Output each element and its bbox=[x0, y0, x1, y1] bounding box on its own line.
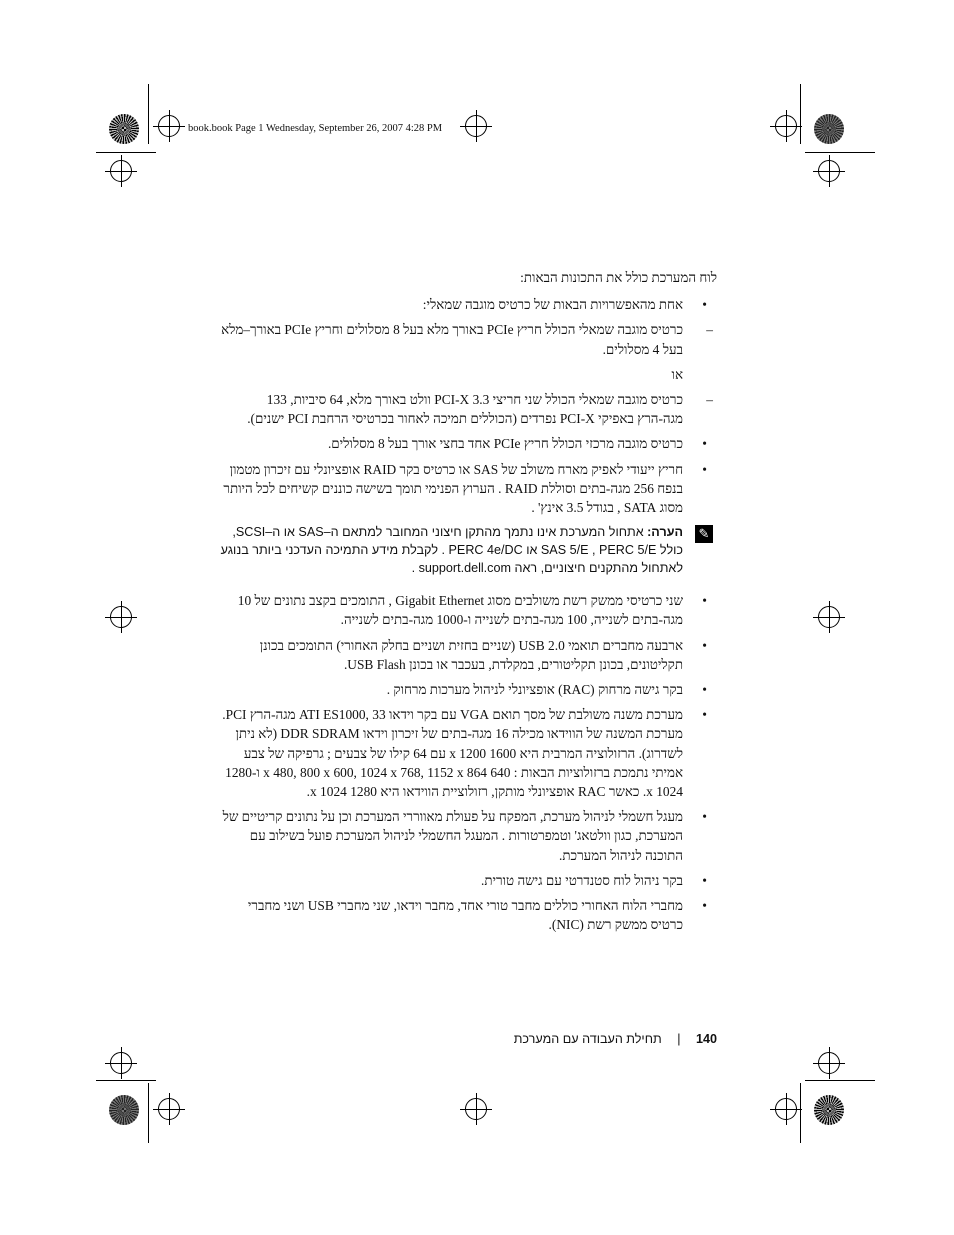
list-item: • בקר גישה מרחוק (RAC) אופציונלי לניהול מערכות מרחוק . bbox=[220, 680, 717, 699]
note-pencil-icon: ✎ bbox=[695, 525, 713, 543]
crop-line bbox=[805, 152, 875, 153]
list-item: • בקר ניהול לוח סטנדרטי עם גישה טורית. bbox=[220, 871, 717, 890]
color-registration-icon bbox=[109, 1095, 139, 1125]
riser-options bbox=[220, 320, 713, 428]
bullet-icon: • bbox=[702, 297, 707, 313]
bullet-icon: • bbox=[702, 637, 707, 653]
crop-line bbox=[805, 1080, 875, 1081]
dash-icon: – bbox=[706, 392, 713, 408]
crop-line bbox=[800, 84, 801, 144]
registration-mark-icon bbox=[818, 160, 840, 182]
feature-list bbox=[220, 295, 717, 517]
dash-icon: – bbox=[706, 322, 713, 338]
list-item: • שני כרטיסי ממשק רשת משולבים מסוג Gigabit Ethernet , התומכים בקצב נתונים של 10 מגה-בתים לשנייה, 100 מגה-בתים לשנייה ו-1000 מגה-בתים לשנייה. bbox=[237, 593, 707, 628]
list-item: • מעגל חשמלי לניהול מערכת, המפקח על פעולת מאווררי המערכת וכן על נתונים קריטיים של המערכת, כגון וולטאג' וטמפרטורות . המעגל החשמלי לניהול המערכת פועל בשילוב עם התוכנה לניהול המערכת. bbox=[222, 809, 707, 863]
bullet-icon: • bbox=[702, 707, 707, 723]
note-text: אתחול המערכת אינו נתמך מהתקן חיצוני המחובר למתאם ה–SAS או ה–SCSI, כולל SAS 5/E , PERC 5/E או PERC 4e/DC . לקבלת מידע התמיכה העדכני ביותר בנוגע לאתחול מהתקנים חיצוניים, ראה support.dell.com . bbox=[220, 525, 683, 576]
crop-line bbox=[96, 152, 156, 153]
registration-mark-icon bbox=[110, 606, 132, 628]
list-item: • אחת מהאפשרויות הבאות של כרטיס מוגבה שמאלי: – כרטיס מוגבה שמאלי הכולל חריץ PCIe באורך מלא בעל 8 מסלולים וחריץ PCIe באורך–מלא בעל 4 מסלולים. או – כרטיס מוגבה שמאלי הכולל שני חריצי PCI-X 3.3 וולט באורך מלא, 64 סיביות, 133 מגה-הרץ באפיקי PCI-X נפרדים (הכוללים תמיכה לאחור בכרטיסי הרחבת PCI ישנים). bbox=[220, 295, 717, 428]
intro-text: לוח המערכת כולל את התכונות הבאות: bbox=[520, 270, 717, 285]
registration-mark-icon bbox=[465, 1098, 487, 1120]
sub-list-item: – כרטיס מוגבה שמאלי הכולל שני חריצי PCI-X 3.3 וולט באורך מלא, 64 סיביות, 133 מגה-הרץ באפיקי PCI-X נפרדים (הכוללים תמיכה לאחור בכרטיסי הרחבת PCI ישנים). bbox=[247, 392, 713, 427]
bullet-icon: • bbox=[702, 461, 707, 477]
registration-mark-icon bbox=[775, 1098, 797, 1120]
chapter-title: תחילת העבודה עם המערכת bbox=[513, 1032, 662, 1046]
registration-mark-icon bbox=[775, 115, 797, 137]
sub-list-item: – כרטיס מוגבה שמאלי הכולל חריץ PCIe באורך מלא בעל 8 מסלולים וחריץ PCIe באורך–מלא בעל 4 מסלולים. bbox=[221, 322, 713, 357]
print-header: book.book Page 1 Wednesday, September 26, 2007 4:28 PM bbox=[188, 123, 443, 134]
crop-line bbox=[96, 1080, 156, 1081]
bullet-icon: • bbox=[702, 436, 707, 452]
color-registration-icon bbox=[109, 114, 139, 144]
page-body bbox=[220, 268, 717, 940]
bullet-icon: • bbox=[702, 682, 707, 698]
note-box bbox=[220, 523, 717, 577]
list-item: • מערכת משנה משולבת של מסך תואם VGA עם בקר וידאו ATI ES1000, 33 מגה-הרץ PCI. מערכת המשנה של הווידאו מכילה 16 מגה-בתים של זיכרון וידאו DDR SDRAM (לא ניתן לשדרוג). הרזולוציה המרבית היא 1600 x 1200 עם 64 קילו של צבעים ; גרפיקה של צבע אמיתי נתמכת ברזולוציות הבאות : 640 x 480, 800 x 600, 1024 x 768, 1152 x 864 ו-1280 x 1024. כאשר RAC אופציונלי מותקן, רזולוציית הווידאו היא 1280 x 1024. bbox=[222, 707, 707, 800]
page-number: 140 bbox=[695, 1032, 717, 1046]
list-item: • כרטיס מוגבה מרכזי הכולל חריץ PCIe אחד בחצי אורך בעל 8 מסלולים. bbox=[220, 434, 717, 453]
list-item: • חריץ ייעודי לאפיק מארח משולב של SAS או כרטיס בקר RAID אופציונלי עם זיכרון מטמון בנפח 256 מגה-בתים וסוללת RAID . הערוץ הפנימי תומך בשישה כוננים קשיחים לכל היותר מסוג SATA , בגודל 3.5 אינץ' . bbox=[223, 461, 707, 516]
crop-line bbox=[148, 1083, 149, 1143]
list-item: • מחברי הלוח האחורי כוללים מחבר טורי אחד, מחבר וידאו, שני מחברי USB ושני מחברי כרטיס ממשק רשת (NIC). bbox=[247, 898, 707, 933]
registration-mark-icon bbox=[818, 606, 840, 628]
registration-mark-icon bbox=[158, 115, 180, 137]
color-registration-icon bbox=[814, 114, 844, 144]
registration-mark-icon bbox=[110, 160, 132, 182]
registration-mark-icon bbox=[110, 1052, 132, 1074]
bullet-icon: • bbox=[702, 872, 707, 888]
footer-separator: | bbox=[677, 1032, 681, 1046]
registration-mark-icon bbox=[818, 1052, 840, 1074]
bullet-icon: • bbox=[702, 809, 707, 825]
color-registration-icon bbox=[814, 1095, 844, 1125]
crop-line bbox=[800, 1083, 801, 1143]
note-label: הערה: bbox=[647, 525, 683, 540]
registration-mark-icon bbox=[465, 115, 487, 137]
page-footer bbox=[500, 1032, 717, 1046]
registration-mark-icon bbox=[158, 1098, 180, 1120]
bullet-icon: • bbox=[702, 898, 707, 914]
crop-line bbox=[148, 84, 149, 144]
or-text: או bbox=[671, 366, 683, 382]
list-item: • ארבעה מחברים תואמי USB 2.0 (שניים בחזית ושניים בחלק האחורי) התומכים בכונן תקליטונים, בכונן תקליטורים, במקלדת, בעכבר או בכונן USB Flash. bbox=[259, 637, 707, 672]
bullet-icon: • bbox=[702, 593, 707, 609]
feature-list-continued bbox=[220, 591, 717, 934]
